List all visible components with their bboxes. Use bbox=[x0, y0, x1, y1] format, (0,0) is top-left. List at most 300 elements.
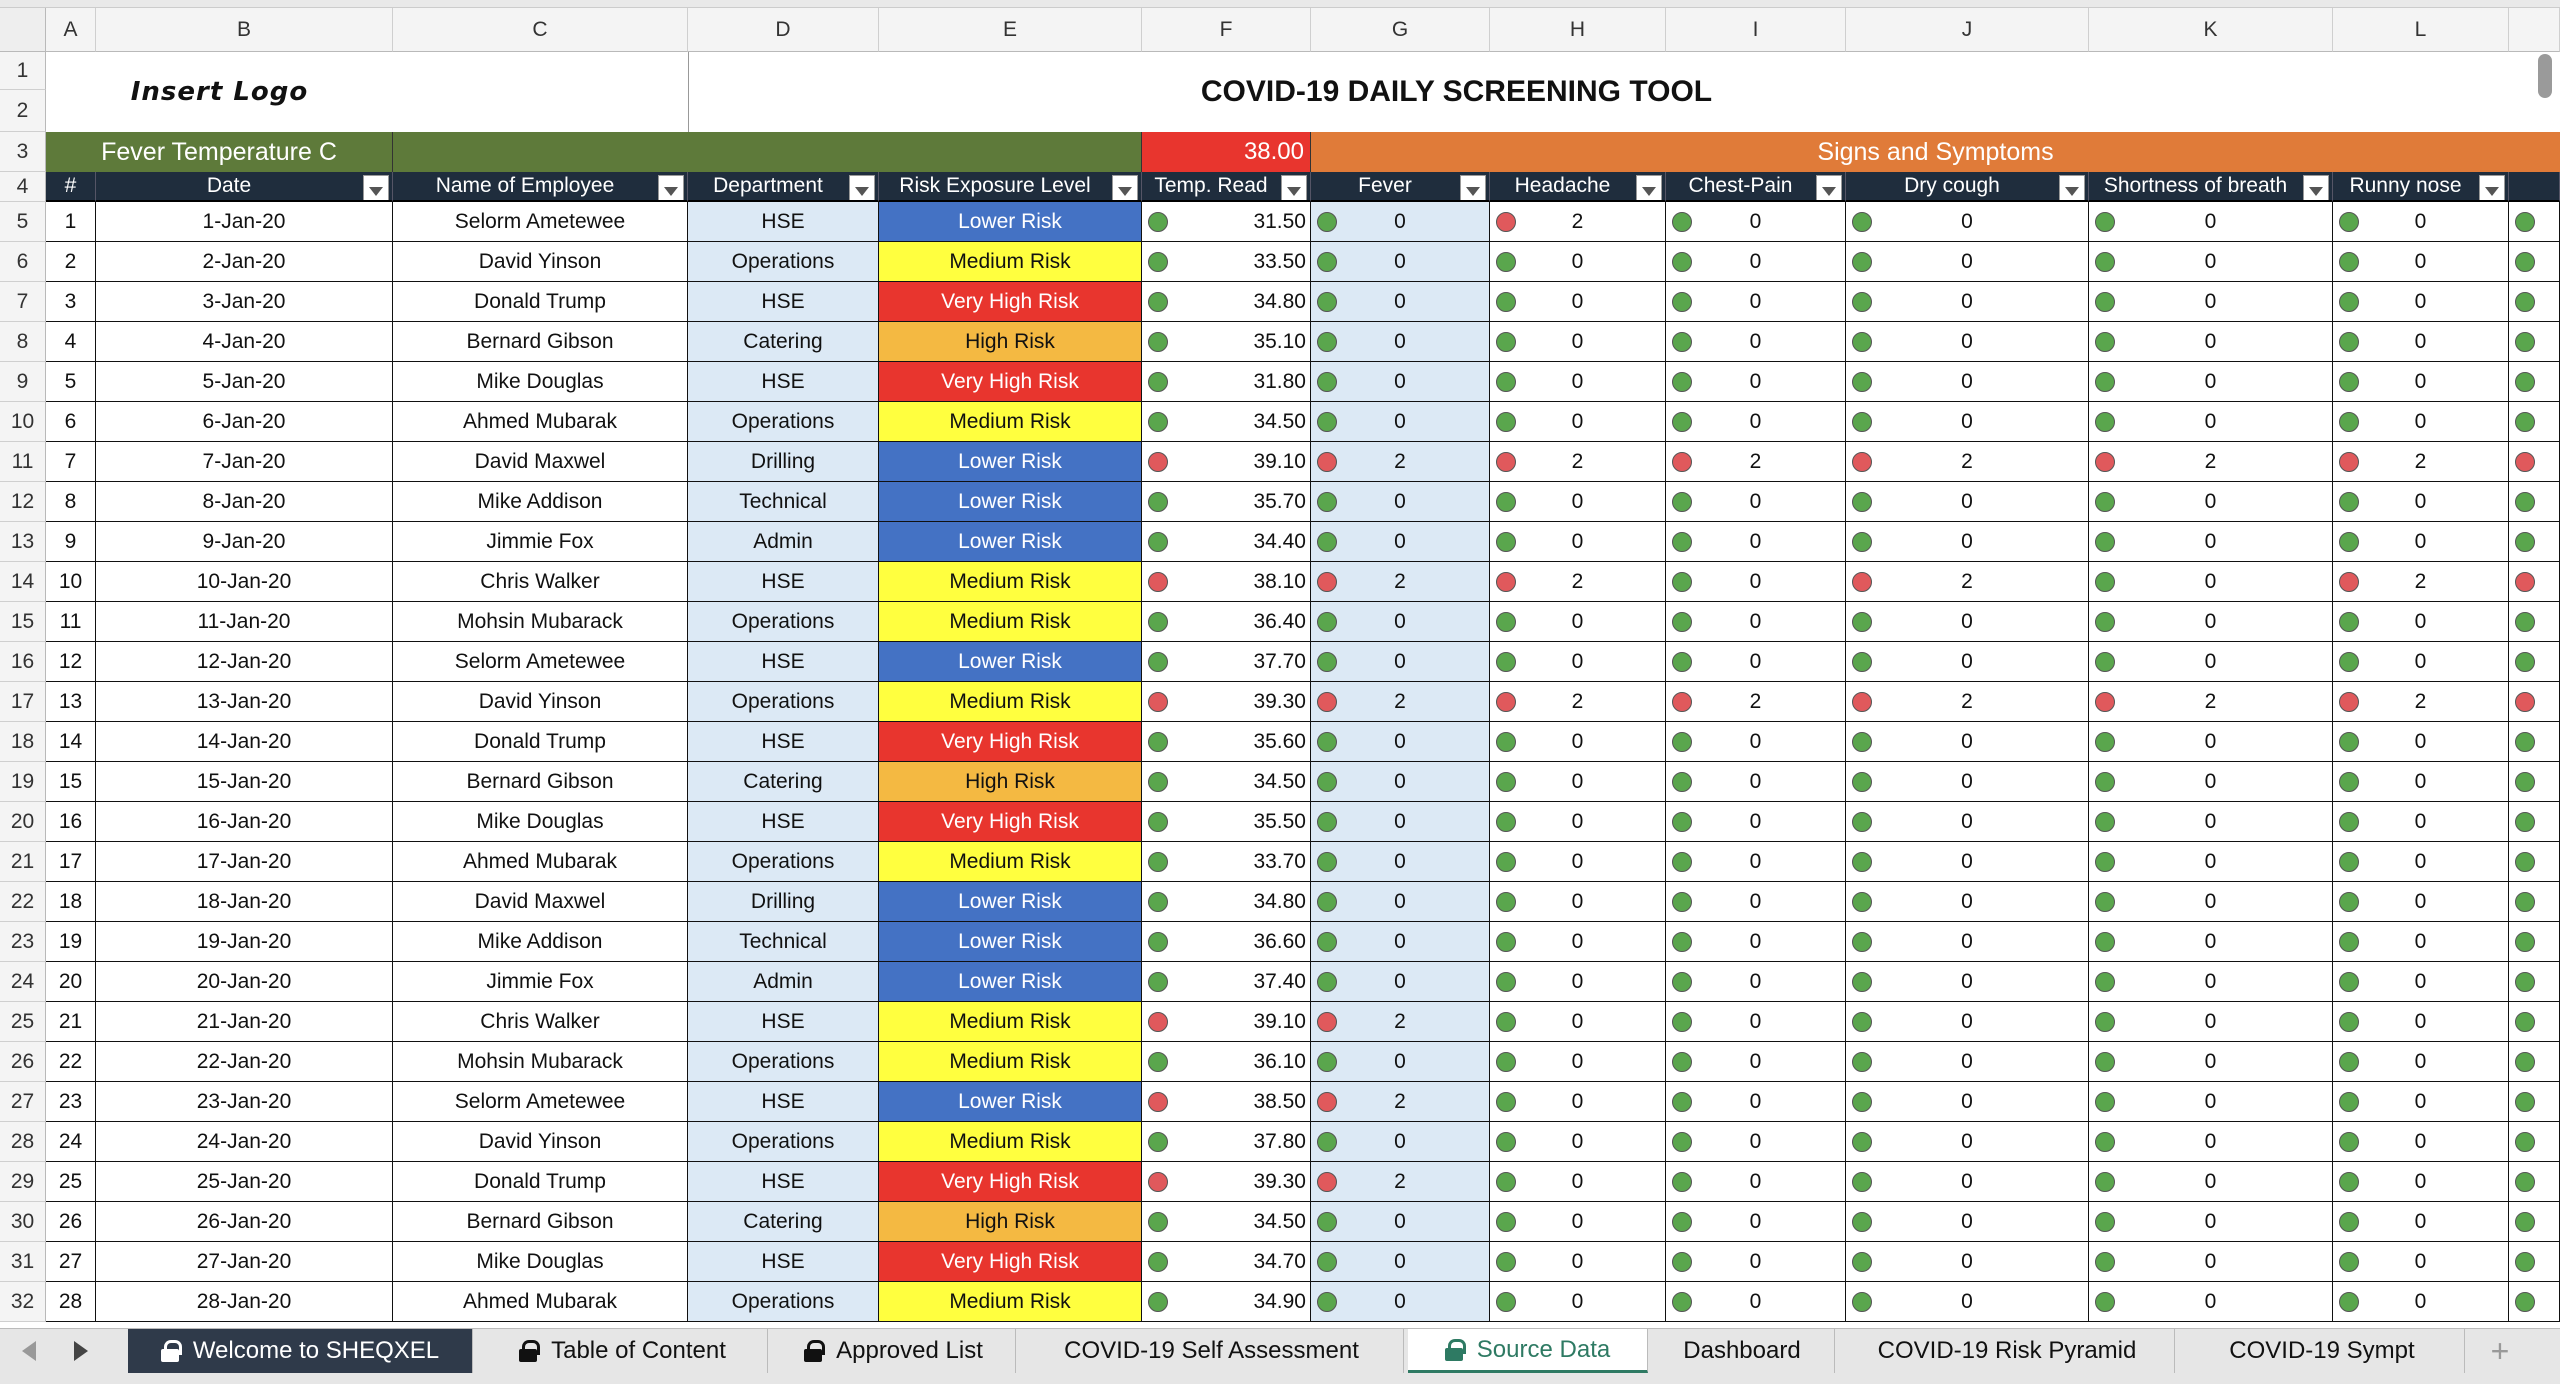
row-header-30[interactable]: 30 bbox=[0, 1202, 46, 1242]
dept-cell[interactable] bbox=[688, 1162, 879, 1202]
dept-cell[interactable] bbox=[688, 522, 879, 562]
breath-cell[interactable] bbox=[2089, 562, 2333, 602]
cough-cell[interactable] bbox=[1846, 1202, 2089, 1242]
row-header-5[interactable]: 5 bbox=[0, 202, 46, 242]
risk-cell[interactable] bbox=[879, 1162, 1142, 1202]
fever-cell[interactable] bbox=[1311, 1162, 1490, 1202]
headache-cell[interactable] bbox=[1490, 562, 1666, 602]
chest-cell[interactable] bbox=[1666, 1162, 1846, 1202]
headache-cell[interactable] bbox=[1490, 362, 1666, 402]
temp-cell[interactable] bbox=[1142, 1042, 1311, 1082]
row-header-21[interactable]: 21 bbox=[0, 842, 46, 882]
fever-cell[interactable] bbox=[1311, 802, 1490, 842]
chest-cell[interactable] bbox=[1666, 282, 1846, 322]
breath-cell[interactable] bbox=[2089, 722, 2333, 762]
date-cell[interactable] bbox=[96, 722, 393, 762]
breath-cell[interactable] bbox=[2089, 1282, 2333, 1322]
fever-cell[interactable] bbox=[1311, 1002, 1490, 1042]
row-header-22[interactable]: 22 bbox=[0, 882, 46, 922]
column-header-g[interactable]: G bbox=[1311, 8, 1490, 52]
temp-cell[interactable] bbox=[1142, 402, 1311, 442]
fever-cell[interactable] bbox=[1311, 562, 1490, 602]
chest-cell[interactable] bbox=[1666, 962, 1846, 1002]
row-header-7[interactable]: 7 bbox=[0, 282, 46, 322]
name-cell[interactable] bbox=[393, 1002, 688, 1042]
name-cell[interactable] bbox=[393, 842, 688, 882]
dept-cell[interactable] bbox=[688, 1042, 879, 1082]
row-header-20[interactable]: 20 bbox=[0, 802, 46, 842]
fever-cell[interactable] bbox=[1311, 242, 1490, 282]
column-header-k[interactable]: K bbox=[2089, 8, 2333, 52]
row-number-cell[interactable] bbox=[46, 642, 96, 682]
overflow-cell[interactable] bbox=[2509, 1202, 2560, 1242]
cough-cell[interactable] bbox=[1846, 602, 2089, 642]
nose-cell[interactable] bbox=[2333, 1082, 2509, 1122]
fever-cell[interactable] bbox=[1311, 1282, 1490, 1322]
chest-cell[interactable] bbox=[1666, 522, 1846, 562]
cough-cell[interactable] bbox=[1846, 1122, 2089, 1162]
column-header-e[interactable]: E bbox=[879, 8, 1142, 52]
breath-cell[interactable] bbox=[2089, 1242, 2333, 1282]
breath-cell[interactable] bbox=[2089, 362, 2333, 402]
dept-cell[interactable] bbox=[688, 1282, 879, 1322]
row-header-32[interactable]: 32 bbox=[0, 1282, 46, 1322]
risk-cell[interactable] bbox=[879, 1282, 1142, 1322]
risk-cell[interactable] bbox=[879, 842, 1142, 882]
fever-cell[interactable] bbox=[1311, 442, 1490, 482]
date-cell[interactable] bbox=[96, 402, 393, 442]
row-header-12[interactable]: 12 bbox=[0, 482, 46, 522]
name-cell[interactable] bbox=[393, 1202, 688, 1242]
fever-cell[interactable] bbox=[1311, 882, 1490, 922]
fever-cell[interactable] bbox=[1311, 282, 1490, 322]
nose-cell[interactable] bbox=[2333, 962, 2509, 1002]
dept-cell[interactable] bbox=[688, 322, 879, 362]
overflow-cell[interactable] bbox=[2509, 1122, 2560, 1162]
risk-cell[interactable] bbox=[879, 402, 1142, 442]
breath-cell[interactable] bbox=[2089, 922, 2333, 962]
nose-cell[interactable] bbox=[2333, 842, 2509, 882]
filter-dropdown-shortness-of-breath[interactable] bbox=[2303, 175, 2329, 202]
breath-cell[interactable] bbox=[2089, 1002, 2333, 1042]
fever-cell[interactable] bbox=[1311, 522, 1490, 562]
risk-cell[interactable] bbox=[879, 962, 1142, 1002]
row-header-29[interactable]: 29 bbox=[0, 1162, 46, 1202]
date-cell[interactable] bbox=[96, 1202, 393, 1242]
breath-cell[interactable] bbox=[2089, 642, 2333, 682]
headache-cell[interactable] bbox=[1490, 642, 1666, 682]
temp-cell[interactable] bbox=[1142, 1202, 1311, 1242]
filter-dropdown-headache[interactable] bbox=[1636, 175, 1662, 202]
temp-cell[interactable] bbox=[1142, 682, 1311, 722]
name-cell[interactable] bbox=[393, 242, 688, 282]
row-number-cell[interactable] bbox=[46, 922, 96, 962]
date-cell[interactable] bbox=[96, 562, 393, 602]
dept-cell[interactable] bbox=[688, 602, 879, 642]
breath-cell[interactable] bbox=[2089, 482, 2333, 522]
select-all-corner[interactable] bbox=[0, 8, 46, 52]
row-number-cell[interactable] bbox=[46, 1082, 96, 1122]
date-cell[interactable] bbox=[96, 242, 393, 282]
date-cell[interactable] bbox=[96, 482, 393, 522]
headache-cell[interactable] bbox=[1490, 282, 1666, 322]
dept-cell[interactable] bbox=[688, 202, 879, 242]
date-cell[interactable] bbox=[96, 962, 393, 1002]
risk-cell[interactable] bbox=[879, 922, 1142, 962]
overflow-cell[interactable] bbox=[2509, 482, 2560, 522]
breath-cell[interactable] bbox=[2089, 442, 2333, 482]
dept-cell[interactable] bbox=[688, 642, 879, 682]
chest-cell[interactable] bbox=[1666, 722, 1846, 762]
overflow-cell[interactable] bbox=[2509, 642, 2560, 682]
date-cell[interactable] bbox=[96, 362, 393, 402]
row-number-cell[interactable] bbox=[46, 322, 96, 362]
breath-cell[interactable] bbox=[2089, 402, 2333, 442]
overflow-cell[interactable] bbox=[2509, 362, 2560, 402]
temp-cell[interactable] bbox=[1142, 602, 1311, 642]
threshold-value[interactable]: 38.00 bbox=[1142, 132, 1311, 172]
breath-cell[interactable] bbox=[2089, 962, 2333, 1002]
filter-dropdown-runny-nose[interactable] bbox=[2479, 175, 2505, 202]
headache-cell[interactable] bbox=[1490, 1042, 1666, 1082]
fever-cell[interactable] bbox=[1311, 1202, 1490, 1242]
scroll-tabs-left-icon[interactable] bbox=[22, 1341, 36, 1361]
dept-cell[interactable] bbox=[688, 442, 879, 482]
name-cell[interactable] bbox=[393, 442, 688, 482]
overflow-cell[interactable] bbox=[2509, 682, 2560, 722]
date-cell[interactable] bbox=[96, 442, 393, 482]
tab-covid-19-sympt[interactable] bbox=[2180, 1329, 2465, 1373]
overflow-cell[interactable] bbox=[2509, 562, 2560, 602]
row-header-15[interactable]: 15 bbox=[0, 602, 46, 642]
row-header-25[interactable]: 25 bbox=[0, 1002, 46, 1042]
nose-cell[interactable] bbox=[2333, 402, 2509, 442]
name-cell[interactable] bbox=[393, 602, 688, 642]
dept-cell[interactable] bbox=[688, 242, 879, 282]
risk-cell[interactable] bbox=[879, 322, 1142, 362]
overflow-cell[interactable] bbox=[2509, 1162, 2560, 1202]
breath-cell[interactable] bbox=[2089, 602, 2333, 642]
vertical-scrollbar-thumb[interactable] bbox=[2538, 54, 2552, 98]
row-number-cell[interactable] bbox=[46, 842, 96, 882]
dept-cell[interactable] bbox=[688, 1002, 879, 1042]
risk-cell[interactable] bbox=[879, 242, 1142, 282]
row-number-cell[interactable] bbox=[46, 962, 96, 1002]
risk-cell[interactable] bbox=[879, 562, 1142, 602]
fever-cell[interactable] bbox=[1311, 482, 1490, 522]
dept-cell[interactable] bbox=[688, 1082, 879, 1122]
temp-cell[interactable] bbox=[1142, 202, 1311, 242]
temp-cell[interactable] bbox=[1142, 242, 1311, 282]
dept-cell[interactable] bbox=[688, 482, 879, 522]
row-number-cell[interactable] bbox=[46, 242, 96, 282]
temp-cell[interactable] bbox=[1142, 282, 1311, 322]
headache-cell[interactable] bbox=[1490, 322, 1666, 362]
cough-cell[interactable] bbox=[1846, 362, 2089, 402]
name-cell[interactable] bbox=[393, 522, 688, 562]
headache-cell[interactable] bbox=[1490, 402, 1666, 442]
date-cell[interactable] bbox=[96, 762, 393, 802]
row-header-31[interactable]: 31 bbox=[0, 1242, 46, 1282]
cough-cell[interactable] bbox=[1846, 722, 2089, 762]
column-header-b[interactable]: B bbox=[96, 8, 393, 52]
row-number-cell[interactable] bbox=[46, 1282, 96, 1322]
dept-cell[interactable] bbox=[688, 562, 879, 602]
filter-dropdown-fever[interactable] bbox=[1460, 175, 1486, 202]
breath-cell[interactable] bbox=[2089, 242, 2333, 282]
filter-dropdown-date[interactable] bbox=[363, 175, 389, 202]
nose-cell[interactable] bbox=[2333, 1282, 2509, 1322]
row-header-6[interactable]: 6 bbox=[0, 242, 46, 282]
date-cell[interactable] bbox=[96, 842, 393, 882]
row-header-17[interactable]: 17 bbox=[0, 682, 46, 722]
chest-cell[interactable] bbox=[1666, 1122, 1846, 1162]
temp-cell[interactable] bbox=[1142, 1082, 1311, 1122]
date-cell[interactable] bbox=[96, 1282, 393, 1322]
headache-cell[interactable] bbox=[1490, 202, 1666, 242]
column-header-f[interactable]: F bbox=[1142, 8, 1311, 52]
fever-cell[interactable] bbox=[1311, 682, 1490, 722]
cough-cell[interactable] bbox=[1846, 1162, 2089, 1202]
risk-cell[interactable] bbox=[879, 682, 1142, 722]
tab-approved-list[interactable] bbox=[772, 1329, 1016, 1373]
fever-cell[interactable] bbox=[1311, 1042, 1490, 1082]
row-header-8[interactable]: 8 bbox=[0, 322, 46, 362]
cough-cell[interactable] bbox=[1846, 1082, 2089, 1122]
column-header-c[interactable]: C bbox=[393, 8, 688, 52]
fever-cell[interactable] bbox=[1311, 1122, 1490, 1162]
headache-cell[interactable] bbox=[1490, 842, 1666, 882]
temp-cell[interactable] bbox=[1142, 362, 1311, 402]
date-cell[interactable] bbox=[96, 282, 393, 322]
chest-cell[interactable] bbox=[1666, 1202, 1846, 1242]
date-cell[interactable] bbox=[96, 1082, 393, 1122]
cough-cell[interactable] bbox=[1846, 962, 2089, 1002]
chest-cell[interactable] bbox=[1666, 1282, 1846, 1322]
nose-cell[interactable] bbox=[2333, 282, 2509, 322]
temp-cell[interactable] bbox=[1142, 842, 1311, 882]
date-cell[interactable] bbox=[96, 322, 393, 362]
row-number-cell[interactable] bbox=[46, 562, 96, 602]
add-sheet-button[interactable]: + bbox=[2490, 1332, 2510, 1369]
temp-cell[interactable] bbox=[1142, 922, 1311, 962]
breath-cell[interactable] bbox=[2089, 1202, 2333, 1242]
risk-cell[interactable] bbox=[879, 522, 1142, 562]
dept-cell[interactable] bbox=[688, 1242, 879, 1282]
headache-cell[interactable] bbox=[1490, 602, 1666, 642]
nose-cell[interactable] bbox=[2333, 682, 2509, 722]
row-number-cell[interactable] bbox=[46, 1162, 96, 1202]
name-cell[interactable] bbox=[393, 402, 688, 442]
chest-cell[interactable] bbox=[1666, 1002, 1846, 1042]
cough-cell[interactable] bbox=[1846, 402, 2089, 442]
fever-cell[interactable] bbox=[1311, 842, 1490, 882]
overflow-cell[interactable] bbox=[2509, 882, 2560, 922]
column-header-h[interactable]: H bbox=[1490, 8, 1666, 52]
row-header-16[interactable]: 16 bbox=[0, 642, 46, 682]
nose-cell[interactable] bbox=[2333, 1202, 2509, 1242]
headache-cell[interactable] bbox=[1490, 442, 1666, 482]
risk-cell[interactable] bbox=[879, 642, 1142, 682]
chest-cell[interactable] bbox=[1666, 362, 1846, 402]
row-number-cell[interactable] bbox=[46, 402, 96, 442]
overflow-cell[interactable] bbox=[2509, 402, 2560, 442]
breath-cell[interactable] bbox=[2089, 802, 2333, 842]
chest-cell[interactable] bbox=[1666, 802, 1846, 842]
fever-cell[interactable] bbox=[1311, 402, 1490, 442]
chest-cell[interactable] bbox=[1666, 922, 1846, 962]
nose-cell[interactable] bbox=[2333, 1242, 2509, 1282]
name-cell[interactable] bbox=[393, 202, 688, 242]
tab-source-data[interactable] bbox=[1408, 1329, 1648, 1373]
temp-cell[interactable] bbox=[1142, 322, 1311, 362]
cough-cell[interactable] bbox=[1846, 1242, 2089, 1282]
column-header-next[interactable] bbox=[2509, 8, 2560, 52]
filter-dropdown-risk-exposure-level[interactable] bbox=[1112, 175, 1138, 202]
dept-cell[interactable] bbox=[688, 1202, 879, 1242]
row-number-cell[interactable] bbox=[46, 1242, 96, 1282]
fever-cell[interactable] bbox=[1311, 362, 1490, 402]
cough-cell[interactable] bbox=[1846, 562, 2089, 602]
row-header-19[interactable]: 19 bbox=[0, 762, 46, 802]
name-cell[interactable] bbox=[393, 882, 688, 922]
breath-cell[interactable] bbox=[2089, 522, 2333, 562]
temp-cell[interactable] bbox=[1142, 1002, 1311, 1042]
row-number-cell[interactable] bbox=[46, 442, 96, 482]
dept-cell[interactable] bbox=[688, 682, 879, 722]
row-header-13[interactable]: 13 bbox=[0, 522, 46, 562]
cough-cell[interactable] bbox=[1846, 762, 2089, 802]
nose-cell[interactable] bbox=[2333, 642, 2509, 682]
risk-cell[interactable] bbox=[879, 1042, 1142, 1082]
risk-cell[interactable] bbox=[879, 882, 1142, 922]
cough-cell[interactable] bbox=[1846, 1042, 2089, 1082]
fever-cell[interactable] bbox=[1311, 1242, 1490, 1282]
cough-cell[interactable] bbox=[1846, 282, 2089, 322]
fever-cell[interactable] bbox=[1311, 322, 1490, 362]
chest-cell[interactable] bbox=[1666, 1042, 1846, 1082]
cough-cell[interactable] bbox=[1846, 842, 2089, 882]
name-cell[interactable] bbox=[393, 1122, 688, 1162]
filter-dropdown-employee-name[interactable] bbox=[658, 175, 684, 202]
column-header-d[interactable]: D bbox=[688, 8, 879, 52]
cough-cell[interactable] bbox=[1846, 1002, 2089, 1042]
row-header-10[interactable]: 10 bbox=[0, 402, 46, 442]
row-number-cell[interactable] bbox=[46, 802, 96, 842]
name-cell[interactable] bbox=[393, 802, 688, 842]
cough-cell[interactable] bbox=[1846, 322, 2089, 362]
risk-cell[interactable] bbox=[879, 202, 1142, 242]
date-cell[interactable] bbox=[96, 1162, 393, 1202]
chest-cell[interactable] bbox=[1666, 442, 1846, 482]
overflow-cell[interactable] bbox=[2509, 762, 2560, 802]
name-cell[interactable] bbox=[393, 962, 688, 1002]
dept-cell[interactable] bbox=[688, 882, 879, 922]
risk-cell[interactable] bbox=[879, 802, 1142, 842]
dept-cell[interactable] bbox=[688, 722, 879, 762]
nose-cell[interactable] bbox=[2333, 562, 2509, 602]
headache-cell[interactable] bbox=[1490, 522, 1666, 562]
name-cell[interactable] bbox=[393, 1042, 688, 1082]
fever-cell[interactable] bbox=[1311, 642, 1490, 682]
date-cell[interactable] bbox=[96, 1242, 393, 1282]
filter-dropdown-temp-read[interactable] bbox=[1281, 175, 1307, 202]
chest-cell[interactable] bbox=[1666, 1242, 1846, 1282]
fever-cell[interactable] bbox=[1311, 1082, 1490, 1122]
nose-cell[interactable] bbox=[2333, 362, 2509, 402]
headache-cell[interactable] bbox=[1490, 682, 1666, 722]
column-header-l[interactable]: L bbox=[2333, 8, 2509, 52]
date-cell[interactable] bbox=[96, 202, 393, 242]
overflow-cell[interactable] bbox=[2509, 922, 2560, 962]
nose-cell[interactable] bbox=[2333, 922, 2509, 962]
temp-cell[interactable] bbox=[1142, 1282, 1311, 1322]
row-number-cell[interactable] bbox=[46, 1002, 96, 1042]
overflow-cell[interactable] bbox=[2509, 322, 2560, 362]
dept-cell[interactable] bbox=[688, 1122, 879, 1162]
headache-cell[interactable] bbox=[1490, 242, 1666, 282]
temp-cell[interactable] bbox=[1142, 562, 1311, 602]
date-cell[interactable] bbox=[96, 922, 393, 962]
date-cell[interactable] bbox=[96, 642, 393, 682]
headache-cell[interactable] bbox=[1490, 1162, 1666, 1202]
row-number-cell[interactable] bbox=[46, 522, 96, 562]
temp-cell[interactable] bbox=[1142, 1162, 1311, 1202]
chest-cell[interactable] bbox=[1666, 562, 1846, 602]
name-cell[interactable] bbox=[393, 762, 688, 802]
chest-cell[interactable] bbox=[1666, 642, 1846, 682]
cough-cell[interactable] bbox=[1846, 522, 2089, 562]
temp-cell[interactable] bbox=[1142, 642, 1311, 682]
row-header-18[interactable]: 18 bbox=[0, 722, 46, 762]
risk-cell[interactable] bbox=[879, 722, 1142, 762]
row-number-cell[interactable] bbox=[46, 362, 96, 402]
temp-cell[interactable] bbox=[1142, 482, 1311, 522]
chest-cell[interactable] bbox=[1666, 682, 1846, 722]
row-header-24[interactable]: 24 bbox=[0, 962, 46, 1002]
nose-cell[interactable] bbox=[2333, 722, 2509, 762]
row-number-cell[interactable] bbox=[46, 1202, 96, 1242]
risk-cell[interactable] bbox=[879, 482, 1142, 522]
overflow-cell[interactable] bbox=[2509, 522, 2560, 562]
temp-cell[interactable] bbox=[1142, 722, 1311, 762]
overflow-cell[interactable] bbox=[2509, 962, 2560, 1002]
dept-cell[interactable] bbox=[688, 402, 879, 442]
risk-cell[interactable] bbox=[879, 1002, 1142, 1042]
chest-cell[interactable] bbox=[1666, 602, 1846, 642]
row-header-4[interactable]: 4 bbox=[0, 172, 46, 202]
nose-cell[interactable] bbox=[2333, 602, 2509, 642]
overflow-cell[interactable] bbox=[2509, 802, 2560, 842]
headache-cell[interactable] bbox=[1490, 1202, 1666, 1242]
row-header-28[interactable]: 28 bbox=[0, 1122, 46, 1162]
dept-cell[interactable] bbox=[688, 762, 879, 802]
tab-covid-19-self-assessment[interactable] bbox=[1020, 1329, 1404, 1373]
nose-cell[interactable] bbox=[2333, 882, 2509, 922]
headache-cell[interactable] bbox=[1490, 1282, 1666, 1322]
overflow-cell[interactable] bbox=[2509, 1082, 2560, 1122]
overflow-cell[interactable] bbox=[2509, 842, 2560, 882]
chest-cell[interactable] bbox=[1666, 402, 1846, 442]
nose-cell[interactable] bbox=[2333, 762, 2509, 802]
row-header-3[interactable]: 3 bbox=[0, 132, 46, 172]
nose-cell[interactable] bbox=[2333, 802, 2509, 842]
dept-cell[interactable] bbox=[688, 922, 879, 962]
overflow-cell[interactable] bbox=[2509, 602, 2560, 642]
overflow-cell[interactable] bbox=[2509, 722, 2560, 762]
breath-cell[interactable] bbox=[2089, 762, 2333, 802]
headache-cell[interactable] bbox=[1490, 1242, 1666, 1282]
